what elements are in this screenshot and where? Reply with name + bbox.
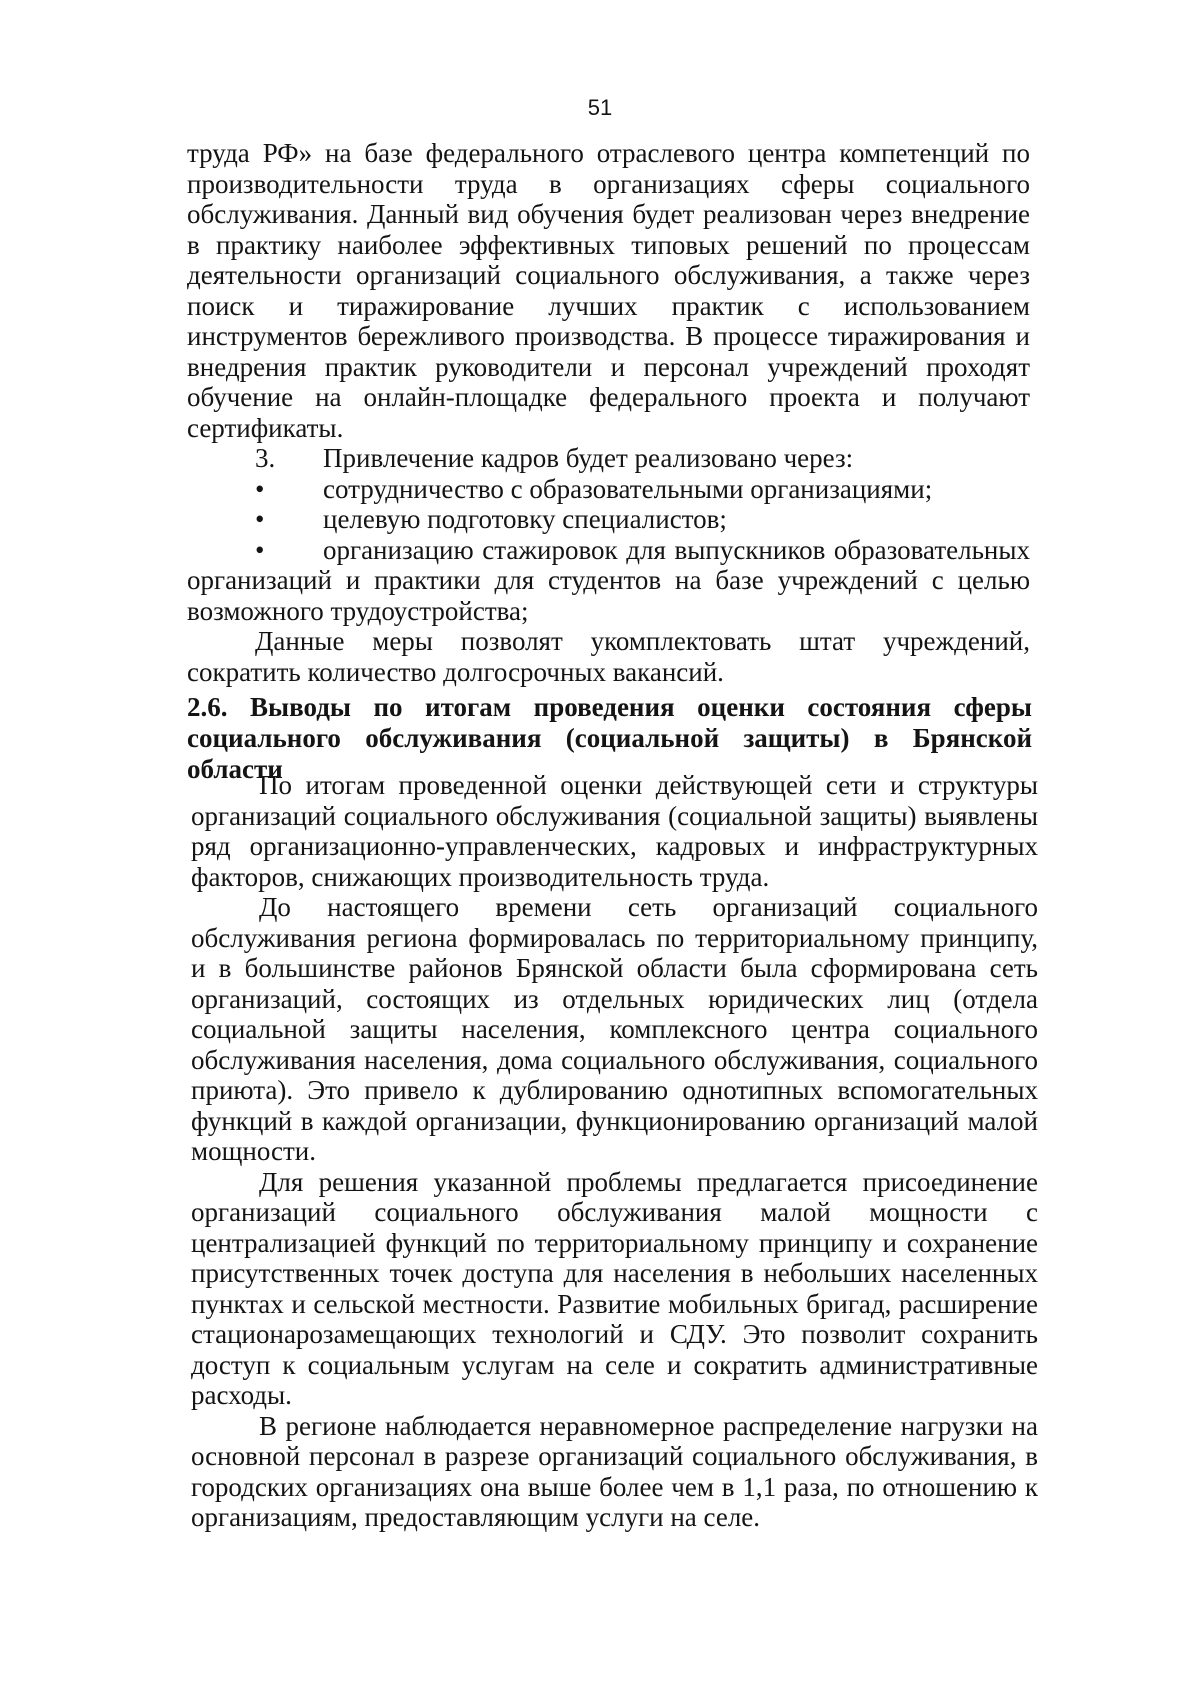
numbered-item (187, 443, 1030, 474)
section-paragraph: Для решения указанной проблемы предлагается присоединение организаций социального обслуживания малой мощности с централизацией функций по территориальному принципу и сохранение присутственных точек доступа для населения в небольших населенных пунктах и сельской местности. Развитие мобильных бригад, расширение стационарозамещающих технологий и СДУ. Это позволит сохранить доступ к социальным услугам на селе и сократить административные расходы. (191, 1166, 1038, 1410)
section-paragraph: В регионе наблюдается неравномерное распределение нагрузки на основной персонал в разрезе организаций социального обслуживания, в городских организациях она выше более чем в 1,1 раза, по отношению к организациям, предоставляющим услуги на селе. (191, 1410, 1038, 1532)
numbered-item-text: Привлечение кадров будет реализовано через: (323, 443, 854, 473)
section-paragraph: До настоящего времени сеть организаций социального обслуживания региона формировалась по территориальному принципу, и в большинстве районов Брянской области была сформирована сеть организаций, состоящих из отдельных юридических лиц (отдела социальной защиты населения, комплексного центра социального обслуживания населения, дома социального обслуживания, социального приюта). Это привело к дублированию однотипных вспомогательных функций в каждой организации, функционированию организаций малой мощности. (191, 892, 1038, 1166)
bullet-marker: • (255, 473, 265, 504)
list-item (187, 504, 1030, 535)
bullet-text: организацию стажировок для выпускников образовательных организаций и практики для студентов на базе учреждений с целью возможного трудоустройства; (187, 534, 1030, 626)
closing-paragraph: Данные меры позволят укомплектовать штат учреждений, сократить количество долгосрочных вакансий. (187, 626, 1030, 687)
top-text-block (187, 138, 1030, 687)
bullet-text: сотрудничество с образовательными организациями; (323, 473, 933, 504)
section-heading-text: 2.6. Выводы по итогам проведения оценки состояния сферы социального обслуживания (социальной защиты) в Брянской области (187, 692, 1032, 784)
section-paragraph: По итогам проведенной оценки действующей сети и структуры организаций социального обслуживания (социальной защиты) выявлены ряд организационно-управленческих, кадровых и инфраструктурных факторов, снижающих производительность труда. (191, 770, 1038, 892)
list-number: 3. (255, 443, 276, 473)
list-item (187, 474, 1030, 505)
list-item (187, 535, 1030, 627)
page-number: 51 (587, 95, 613, 120)
bullet-text: целевую подготовку специалистов; (323, 504, 727, 534)
continuation-paragraph: труда РФ» на базе федерального отраслевого центра компетенций по производительности труда в организациях сферы социального обслуживания. Данный вид обучения будет реализован через внедрение в практику наиболее эффективных типовых решений по процессам деятельности организаций социального обслуживания, а также через поиск и тиражирование лучших практик с использованием инструментов бережливого производства. В процессе тиражирования и внедрения практик руководители и персонал учреждений проходят обучение на онлайн-площадке федерального проекта и получают сертификаты. (187, 138, 1030, 443)
bullet-marker: • (255, 534, 265, 565)
section-body (191, 770, 1038, 1533)
bullet-marker: • (255, 504, 265, 534)
